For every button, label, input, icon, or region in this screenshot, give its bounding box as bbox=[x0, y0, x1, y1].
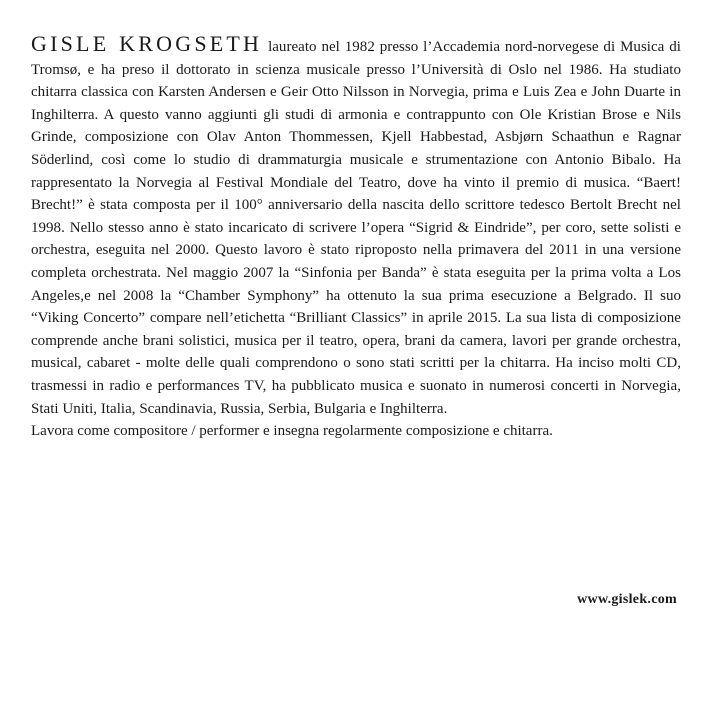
biography-page bbox=[31, 33, 681, 443]
biography-closing-line: Lavora come compositore / performer e insegna regolarmente composizione e chitarra. bbox=[31, 423, 553, 440]
composer-name: GISLE KROGSETH bbox=[31, 31, 263, 56]
biography-paragraph bbox=[31, 33, 681, 420]
biography-text: laureato nel 1982 presso l’Accademia nord-norvegese di Musica di Tromsø, e ha preso il dottorato in scienza musicale presso l’Università di Oslo nel 1986. Ha studiato chitarra classica con Karsten Andersen e Geir Otto Nilsson in Norvegia, prima e Luis Zea e John Duarte in Inghilterra. A questo vanno aggiunti gli studi di armonia e contrappunto con Ole Kristian Brose e Nils Grinde, composizione con Olav Anton Thommessen, Kjell Habbestad, Asbjørn Schaathun e Ragnar Söderlind, così come lo studio di drammaturgia musicale e strumentazione con Antonio Bibalo. Ha rappresentato la Norvegia al Festival Mondiale del Teatro, dove ha vinto il premio di musica. “Baert! Brecht!” è stata composta per il 100° anniversario della nascita dello scrittore tedesco Bertolt Brecht nel 1998. Nello stesso anno è stato incaricato di scrivere l’opera “Sigrid & Eindride”, per coro, sette solisti e orchestra, eseguita nel 2000. Questo lavoro è stato riproposto nella primavera del 2011 in una versione completa orchestrata. Nel maggio 2007 la “Sinfonia per Banda” è stata eseguita per la prima volta a Los Angeles,e nel 2008 la “Chamber Symphony” ha ottenuto la sua prima esecuzione a Belgrado. Il suo “Viking Concerto” compare nell’etichetta “Brilliant Classics” in aprile 2015. La sua lista di composizione comprende anche brani solistici, musica per il teatro, opera, brani da camera, lavori per grande orchestra, musical, cabaret - molte delle quali comprendono o sono stati scritti per la chitarra. Ha inciso molti CD, trasmessi in radio e performances TV, ha pubblicato musica e suonato in numerosi concerti in Norvegia, Stati Uniti, Italia, Scandinavia, Russia, Serbia, Bulgaria e Inghilterra. bbox=[31, 39, 681, 417]
website-link[interactable]: www.gislek.com bbox=[577, 592, 677, 607]
